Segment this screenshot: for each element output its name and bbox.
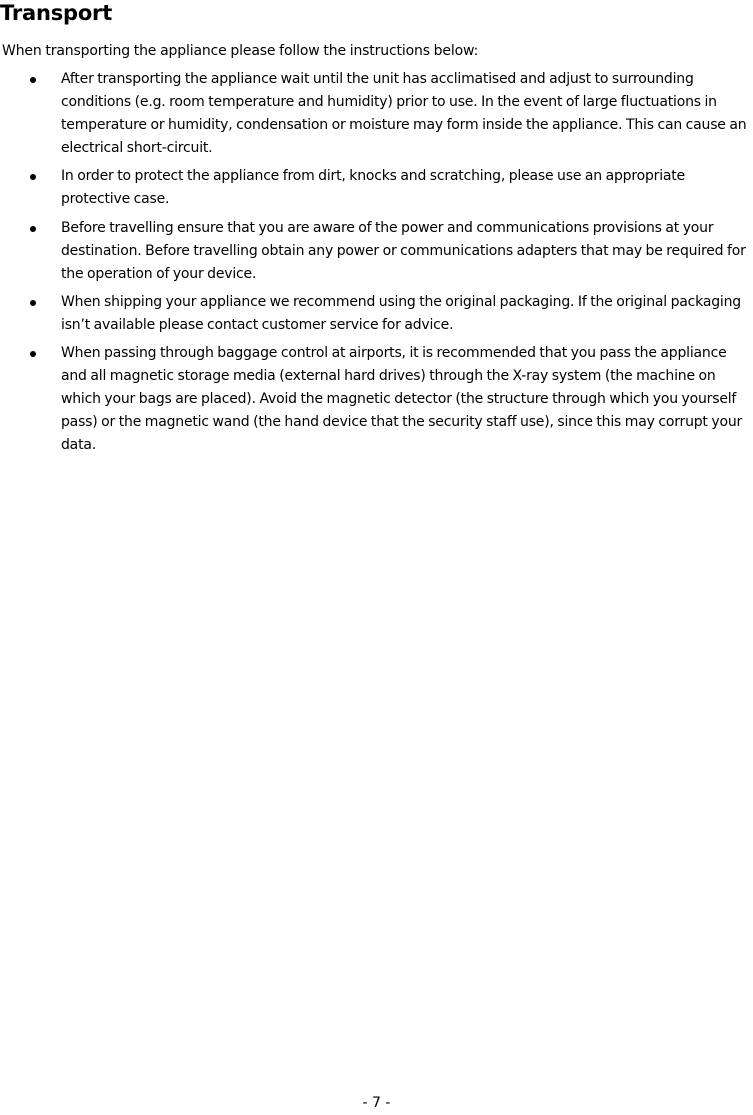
list-item xyxy=(0,342,753,457)
list-item-text: When shipping your appliance we recommend using the original packaging. If the original packaging isn’t available please contact customer service for advice. xyxy=(61,293,741,333)
section-heading: Transport xyxy=(0,1,113,25)
list-item-text: After transporting the appliance wait until the unit has acclimatised and adjust to surrounding conditions (e.g. room temperature and humidity) prior to use. In the event of large fluctuations in temperature or humidity, condensation or moisture may form inside the appliance. This can cause an electrical short-circuit. xyxy=(61,71,747,157)
bullet-icon xyxy=(30,77,36,83)
intro-paragraph: When transporting the appliance please follow the instructions below: xyxy=(2,43,479,59)
list-item xyxy=(0,165,753,211)
bullet-icon xyxy=(30,226,36,232)
list-item-text: In order to protect the appliance from dirt, knocks and scratching, please use an appropriate protective case. xyxy=(61,168,685,208)
bullet-icon xyxy=(30,300,36,306)
instruction-list xyxy=(0,68,753,463)
page-number: - 7 - xyxy=(362,1095,391,1111)
list-item-text: When passing through baggage control at airports, it is recommended that you pass the appliance and all magnetic storage media (external hard drives) through the X-ray system (the machine on which your bags are placed). Avoid the magnetic detector (the structure through which you yourself pass) or the magnetic wand (the hand device that the security staff use), since this may corrupt your data. xyxy=(61,345,743,454)
bullet-icon xyxy=(30,351,36,357)
bullet-icon xyxy=(30,174,36,180)
list-item xyxy=(0,291,753,337)
list-item xyxy=(0,68,753,160)
list-item-text: Before travelling ensure that you are aware of the power and communications provisions at your destination. Before travelling obtain any power or communications adapters that may be required for the operation of your device. xyxy=(61,219,746,282)
list-item xyxy=(0,217,753,286)
